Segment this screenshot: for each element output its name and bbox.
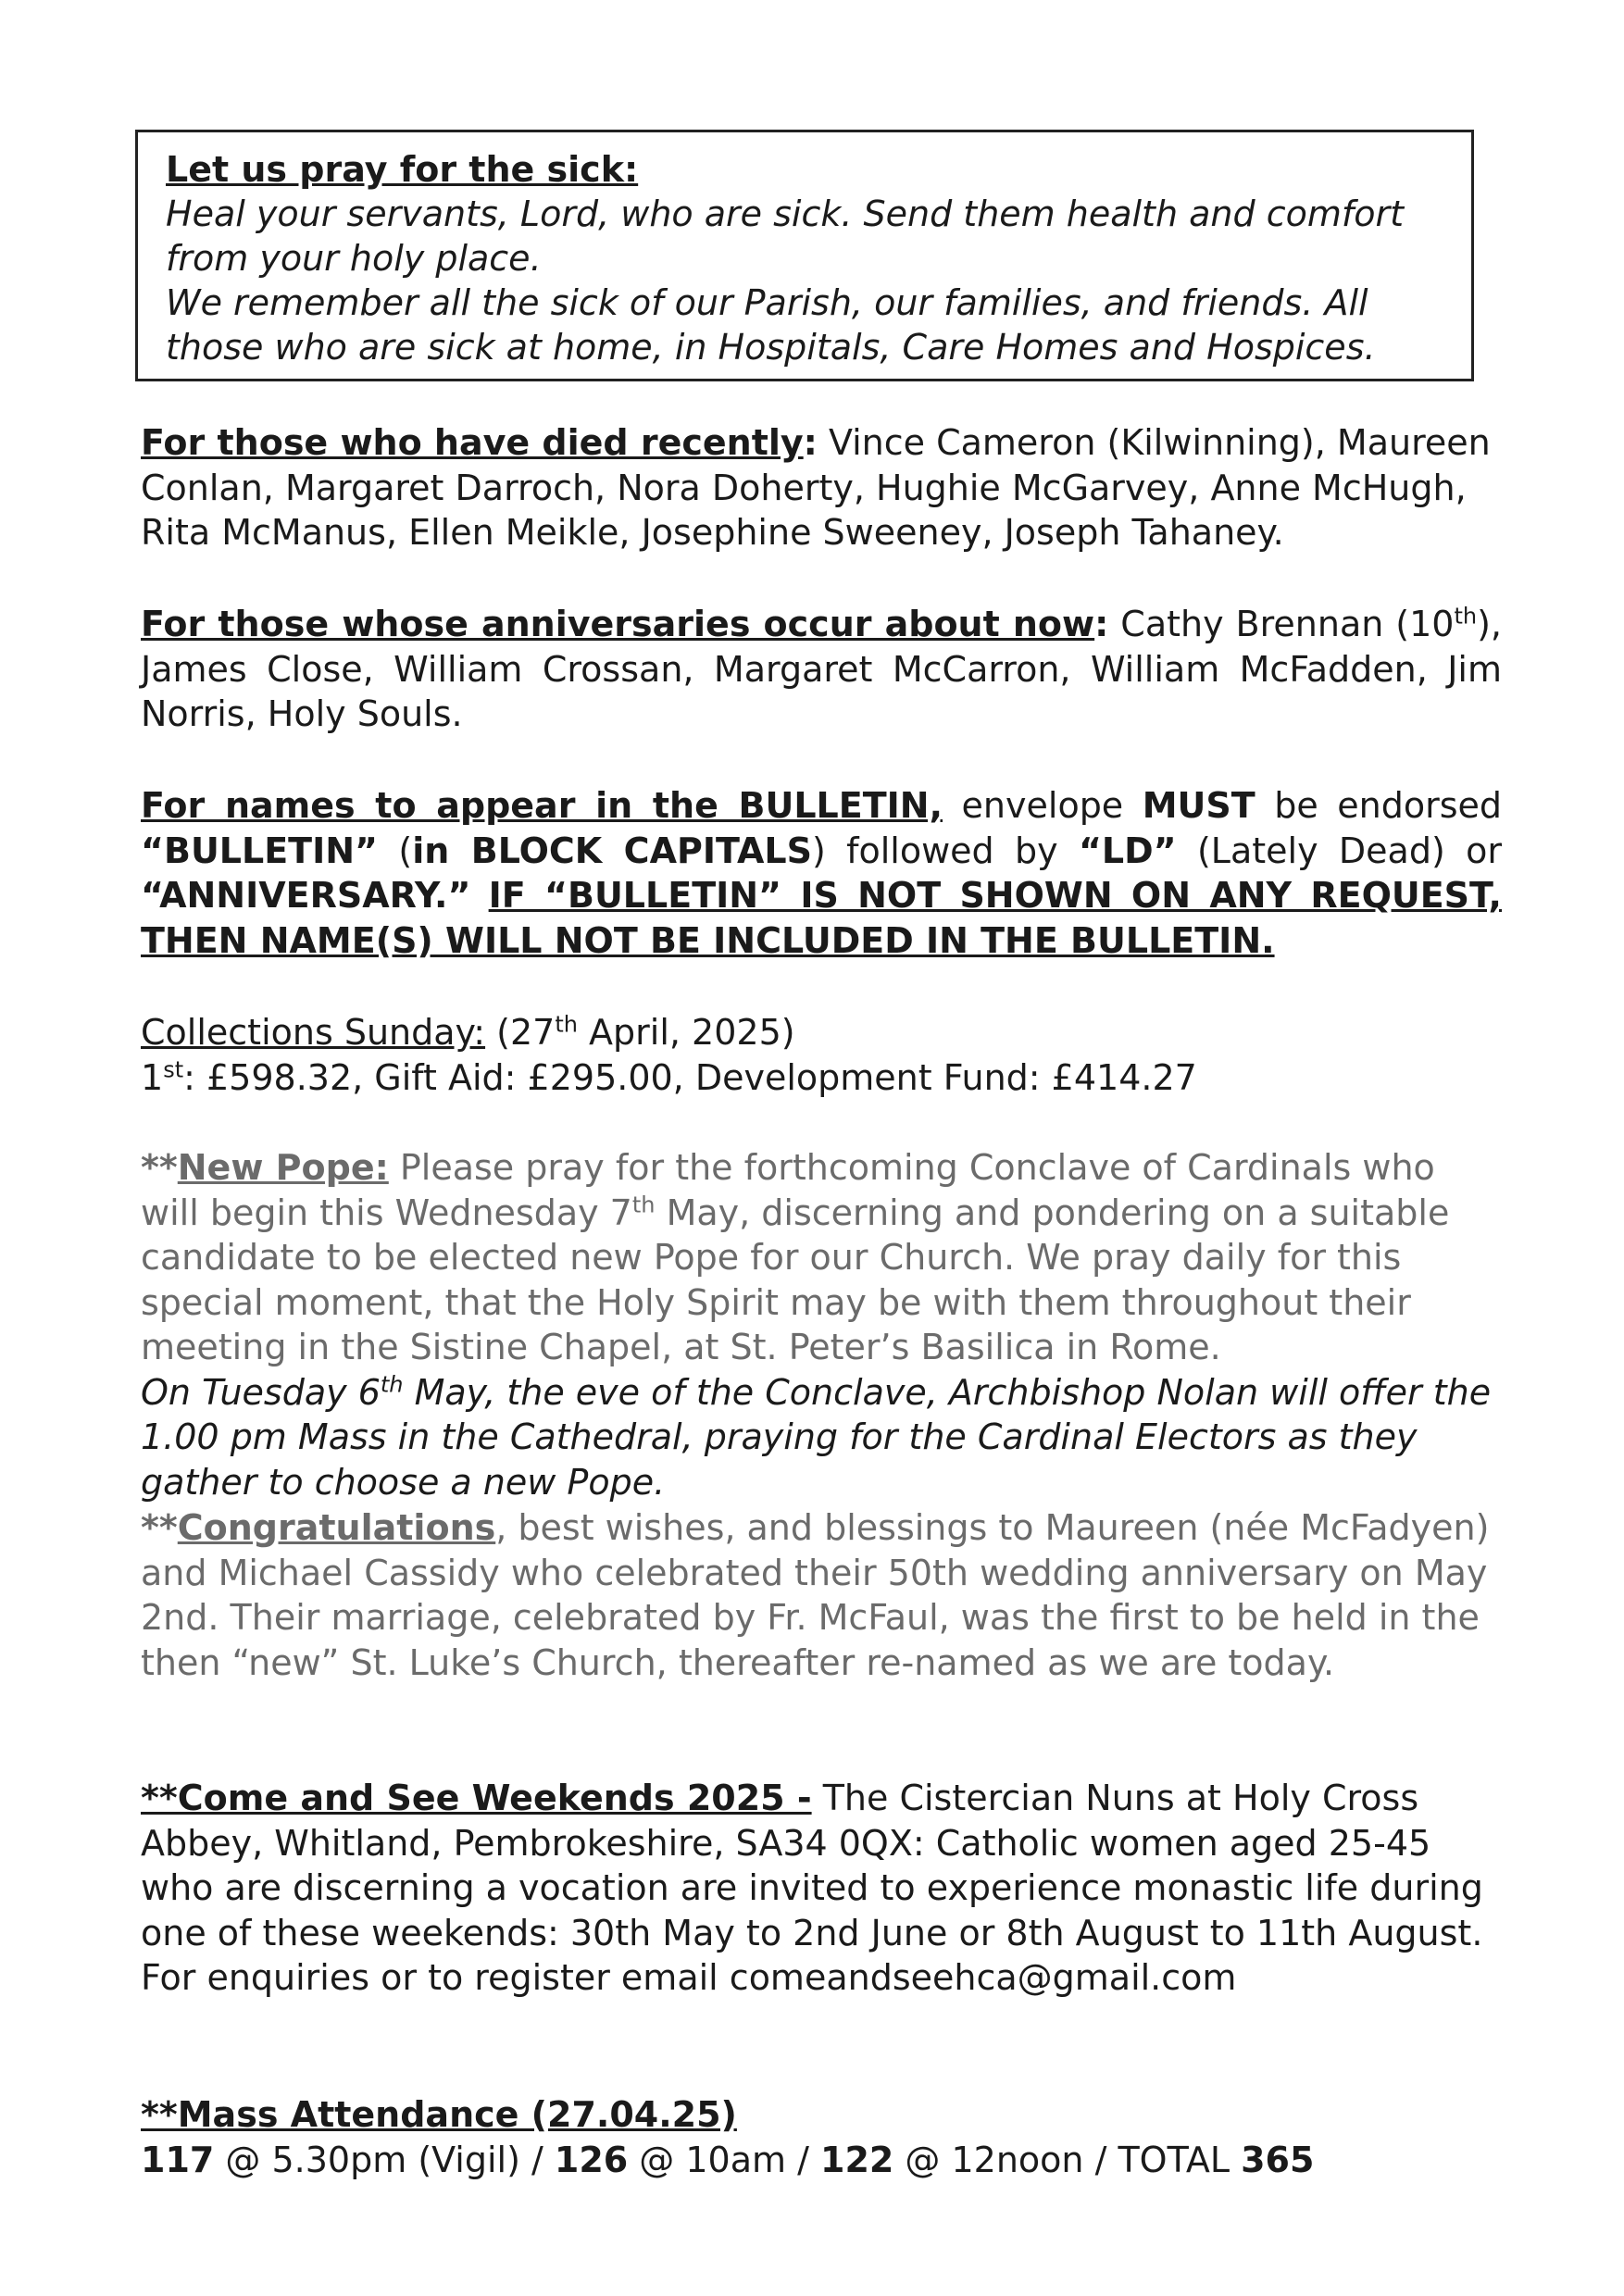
anniversaries-section: [141, 602, 1502, 737]
died-recently-colon: :: [803, 422, 818, 463]
congratulations-text: , best wishes, and blessings to Maureen (née McFadyen) and Michael Cassidy who celebrated their 50th wedding anniversary on May 2nd. Their marriage, celebrated by Fr. McFaul, was the first to be held in the then “new” St. Luke’s Church, thereafter re-named as we are today.: [141, 1507, 1490, 1683]
vigil-count: 117: [141, 2139, 215, 2180]
come-and-see-heading: **Come and See Weekends 2025 -: [141, 1778, 812, 1818]
new-pope-prefix: **: [141, 1147, 178, 1188]
mass-attendance-section: [141, 2092, 1502, 2182]
collections-section: [141, 1010, 1502, 1100]
conclave-eve-paragraph: [141, 1370, 1502, 1505]
died-recently-heading: For those who have died recently: [141, 422, 804, 463]
died-recently-names: Vince Cameron (Kilwinning), Maureen Conlan, Margaret Darroch, Nora Doherty, Hughie McGarvey, Anne McHugh, Rita McManus, Ellen Meikle, Josephine Sweeney, Joseph Tahaney.: [141, 422, 1491, 553]
vigil-label: @ 5.30pm (Vigil) /: [214, 2139, 555, 2180]
must-keyword: MUST: [1142, 785, 1255, 826]
collections-heading: Collections Sunday:: [141, 1012, 486, 1053]
congratulations-heading: Congratulations: [177, 1507, 496, 1548]
congratulations-prefix: **: [141, 1507, 178, 1548]
collections-date-ordinal: th: [555, 1011, 578, 1038]
new-pope-paragraph: [141, 1145, 1502, 1370]
bulletin-keyword: “BULLETIN”: [141, 830, 379, 871]
sick-remembrance-line: We remember all the sick of our Parish, our families, and friends. All those who are sick at home, in Hospitals, Care Homes and Hospices.: [166, 282, 1376, 368]
new-pope-ordinal: th: [631, 1191, 656, 1217]
collections-date: April, 2025): [577, 1012, 795, 1053]
ten-am-count: 126: [554, 2139, 629, 2180]
prayer-for-sick-box: [135, 130, 1474, 381]
anniversaries-first-name: Cathy Brennan (10: [1108, 604, 1455, 644]
noon-total-label: @ 12noon / TOTAL: [893, 2139, 1242, 2180]
anniversaries-ordinal: th: [1454, 603, 1478, 630]
collection-amounts: : £598.32, Gift Aid: £295.00, Development Fund: £414.27: [183, 1056, 1197, 1098]
first-collection-label: 1: [141, 1056, 164, 1098]
total-count: 365: [1241, 2139, 1315, 2180]
bulletin-rules-text: ) followed by: [811, 830, 1079, 871]
bulletin-rules-text: envelope: [943, 785, 1143, 826]
anniversaries-names: ), James Close, William Crossan, Margaret McCarron, William McFadden, Jim Norris, Holy Souls.: [141, 604, 1502, 734]
collections-date: (27: [485, 1012, 556, 1053]
sick-heading: Let us pray for the sick:: [166, 149, 639, 190]
new-pope-section: [141, 1145, 1502, 1504]
new-pope-heading: New Pope:: [177, 1147, 389, 1188]
anniversaries-colon: :: [1094, 604, 1109, 644]
come-and-see-section: [141, 1776, 1502, 2001]
ld-keyword: “LD”: [1078, 830, 1177, 871]
block-capitals-keyword: in BLOCK CAPITALS: [412, 830, 812, 871]
ten-am-label: @ 10am /: [628, 2139, 820, 2180]
bulletin-rules-heading: For names to appear in the BULLETIN,: [141, 785, 943, 826]
mass-attendance-figures: [141, 2138, 1502, 2183]
new-pope-text: May, discerning and pondering on a suitable candidate to be elected new Pope for our Church. We pray daily for this special moment, that the Holy Spirit may be with them throughout their meeting in the Sistine Chapel, at St. Peter’s Basilica in Rome.: [141, 1192, 1450, 1367]
mass-attendance-heading: **Mass Attendance (27.04.25): [141, 2094, 737, 2135]
bulletin-warning: IF “BULLETIN” IS NOT SHOWN ON ANY REQUEST, THEN NAME(S) WILL NOT BE INCLUDED IN THE BULLETIN.: [141, 875, 1502, 961]
conclave-eve-ordinal: th: [380, 1370, 404, 1397]
congratulations-section: [141, 1505, 1502, 1685]
bulletin-rules-text: (: [378, 830, 413, 871]
sick-prayer-line: Heal your servants, Lord, who are sick. Send them health and comfort from your holy place.: [166, 193, 1404, 279]
noon-count: 122: [820, 2139, 894, 2180]
anniversary-keyword: “ANNIVERSARY.”: [141, 875, 471, 916]
collections-amounts-line: [141, 1055, 1502, 1101]
died-recently-section: [141, 420, 1502, 555]
collections-heading-line: [141, 1010, 1502, 1055]
conclave-eve-text: May, the eve of the Conclave, Archbishop Nolan will offer the 1.00 pm Mass in the Cathedral, praying for the Cardinal Electors as they gather to choose a new Pope.: [141, 1371, 1492, 1503]
bulletin-rules-section: [141, 783, 1502, 963]
conclave-eve-text: On Tuesday 6: [141, 1371, 381, 1413]
first-collection-ordinal: st: [163, 1055, 184, 1082]
anniversaries-heading: For those whose anniversaries occur about now: [141, 604, 1095, 644]
new-pope-text: Please pray for the forthcoming Conclave of Cardinals who will begin this Wednesday 7: [141, 1147, 1435, 1233]
bulletin-rules-text: be endorsed: [1255, 785, 1502, 826]
bulletin-rules-text: (Lately Dead) or: [1176, 830, 1502, 871]
come-and-see-text: The Cistercian Nuns at Holy Cross Abbey, Whitland, Pembrokeshire, SA34 0QX: Catholic women aged 25-45 who are discerning a vocation are invited to experience monastic life during one of these weekends: 30th May to 2nd June or 8th August to 11th August. For enquiries or to register email comeandseehca@gmail.com: [141, 1778, 1483, 1998]
